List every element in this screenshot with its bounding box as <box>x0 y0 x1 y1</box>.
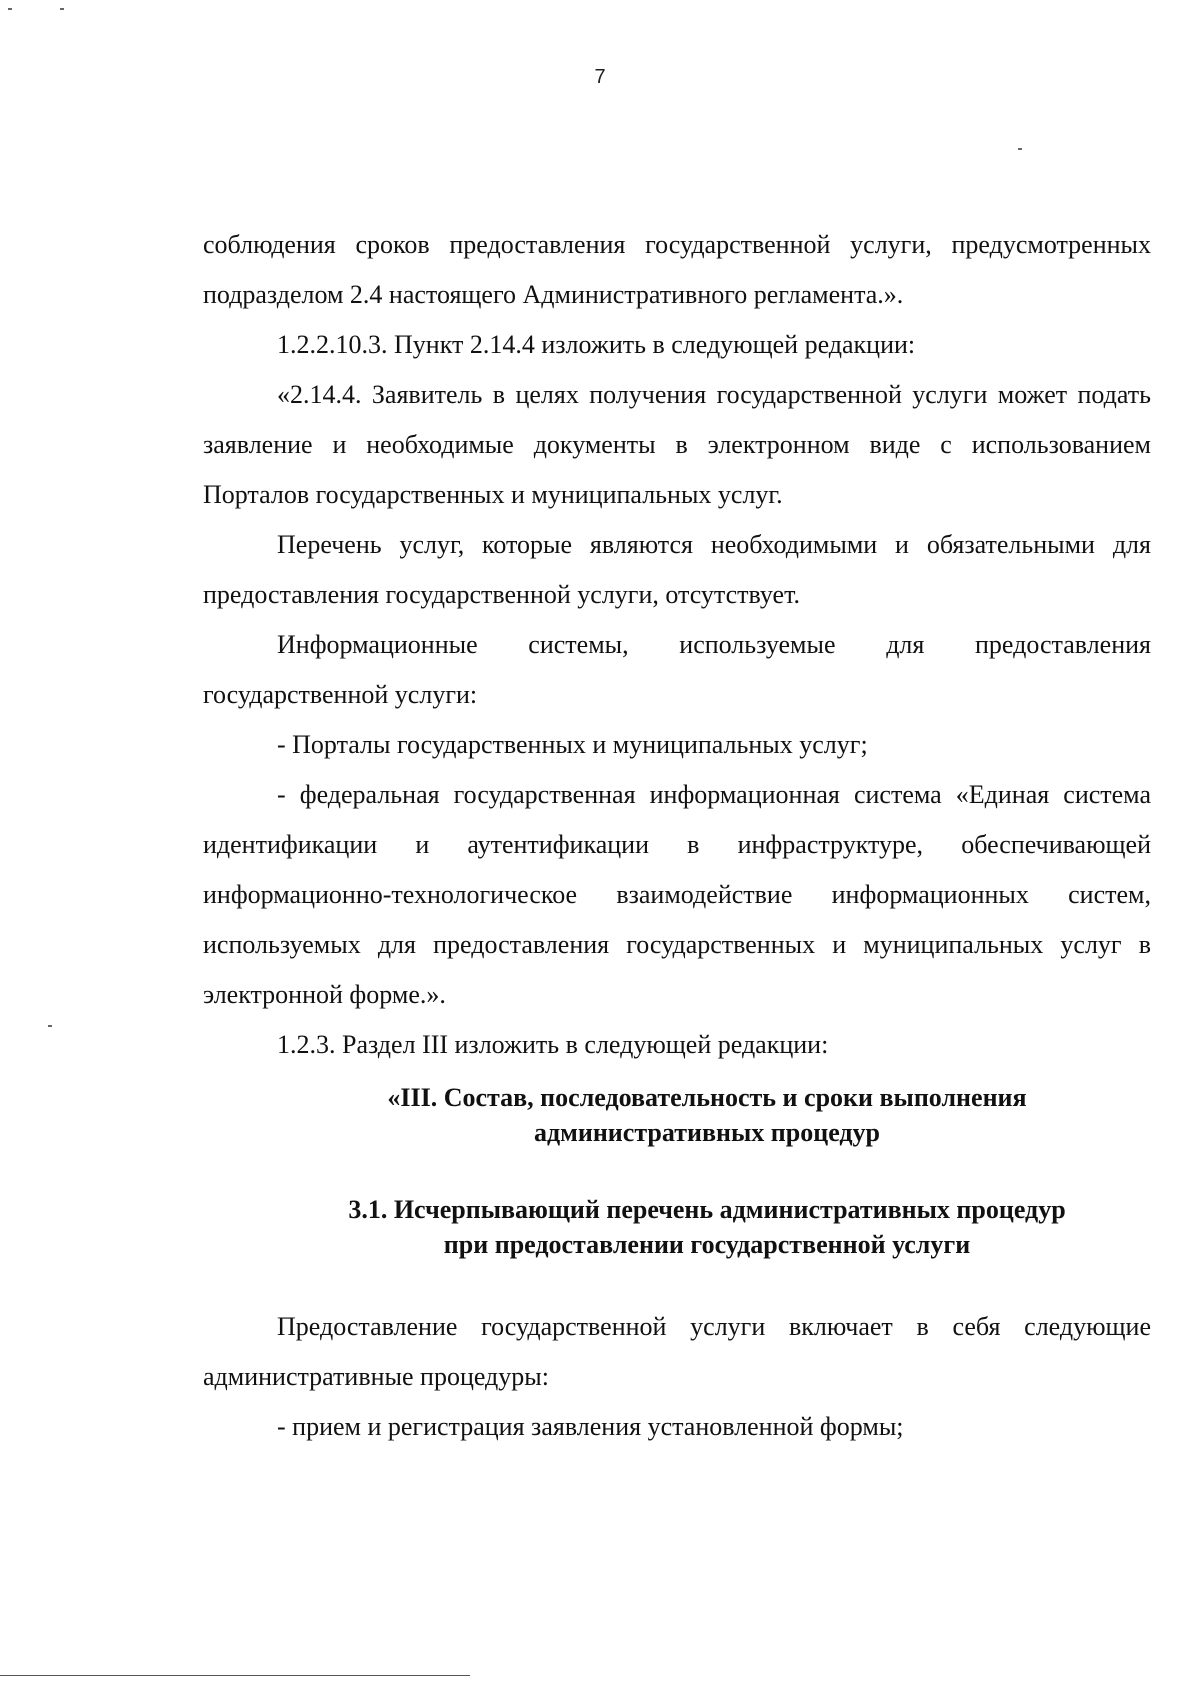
scan-mark <box>48 1025 52 1027</box>
list-item-reception-registration: - прием и регистрация заявления установленной формы; <box>277 1412 904 1441</box>
section-heading <box>203 1080 1151 1150</box>
scan-mark <box>1018 148 1022 150</box>
paragraph-services-list: Перечень услуг, которые являются необходимыми и обязательными для предоставления государственной услуги, отсутствует. <box>203 530 1151 609</box>
section-heading-line-1: «III. Состав, последовательность и сроки выполнения <box>387 1083 1027 1112</box>
subsection-heading <box>203 1192 1151 1262</box>
paragraph-clause-2-14-4: «2.14.4. Заявитель в целях получения государственной услуги может подать заявление и необходимые документы в электронном виде с использованием Порталов государственных и муниципальных услуг. <box>203 380 1151 509</box>
paragraph-continuation: соблюдения сроков предоставления государственной услуги, предусмотренных подразделом 2.4 настоящего Административного регламента.». <box>203 230 1151 309</box>
scan-mark <box>60 8 64 10</box>
paragraph-amendment-1-2-3: 1.2.3. Раздел III изложить в следующей редакции: <box>277 1030 829 1059</box>
subsection-heading-line-2: при предоставлении государственной услуги <box>443 1230 971 1259</box>
list-item-portals: - Порталы государственных и муниципальных услуг; <box>277 730 868 759</box>
scan-mark <box>8 8 12 10</box>
paragraph-amendment-1-2-2-10-3: 1.2.2.10.3. Пункт 2.14.4 изложить в следующей редакции: <box>277 330 916 359</box>
subsection-heading-line-1: 3.1. Исчерпывающий перечень административных процедур <box>348 1195 1066 1224</box>
section-heading-line-2: административных процедур <box>533 1118 881 1147</box>
footer-rule <box>0 1675 470 1676</box>
paragraph-procedures-intro: Предоставление государственной услуги включает в себя следующие административные процедуры: <box>203 1312 1151 1391</box>
page-number: 7 <box>594 66 606 88</box>
list-item-federal-system: - федеральная государственная информационная система «Единая система идентификации и аутентификации в инфраструктуре, обеспечивающей информационно-технологическое взаимодействие информационных систем, используемых для предоставления государственных и муниципальных услуг в электронной форме.». <box>203 780 1151 1009</box>
document-body <box>203 220 1151 1452</box>
paragraph-information-systems: Информационные системы, используемые для предоставления государственной услуги: <box>203 630 1151 709</box>
